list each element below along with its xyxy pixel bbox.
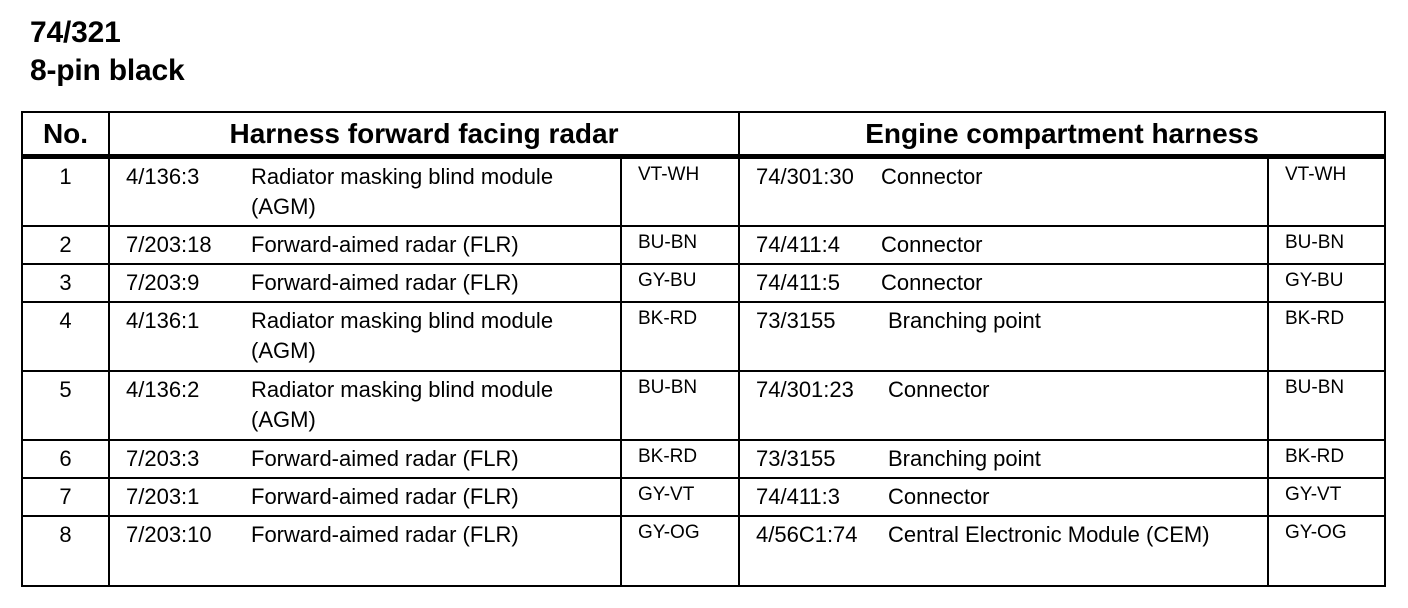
pin-number-text: 2 bbox=[59, 231, 72, 257]
left-wire-color-text: BK-RD bbox=[638, 307, 698, 329]
left-connector-ref bbox=[109, 264, 251, 302]
right-connector-ref bbox=[739, 226, 881, 264]
right-wire-color-text: GY-BU bbox=[1285, 269, 1344, 291]
left-component-desc-text: Radiator masking blind module (AGM) bbox=[251, 307, 554, 363]
pin-number bbox=[22, 157, 109, 226]
left-connector-ref bbox=[109, 478, 251, 516]
left-wire-color-text: GY-OG bbox=[638, 521, 700, 543]
right-wire-color bbox=[1268, 226, 1385, 264]
right-component-desc bbox=[881, 440, 1268, 478]
left-connector-ref bbox=[109, 302, 251, 371]
left-connector-ref-text: 7/203:1 bbox=[126, 483, 200, 509]
right-wire-color-text: GY-OG bbox=[1285, 521, 1347, 543]
left-component-desc-text: Radiator masking blind module (AGM) bbox=[251, 164, 554, 219]
left-wire-color-text: VT-WH bbox=[638, 164, 700, 185]
left-component-desc-text: Forward-aimed radar (FLR) bbox=[251, 269, 519, 295]
left-component-desc bbox=[251, 516, 621, 586]
left-connector-ref-text: 7/203:10 bbox=[126, 521, 212, 547]
right-connector-ref-text: 74/411:5 bbox=[756, 269, 841, 295]
right-connector-ref bbox=[739, 371, 881, 440]
right-component-desc-text: Central Electronic Module (CEM) bbox=[888, 521, 1210, 547]
table-row bbox=[22, 478, 1385, 516]
header-no: No. bbox=[22, 112, 109, 157]
right-component-desc-text: Branching point bbox=[888, 445, 1041, 471]
pin-number-text: 5 bbox=[59, 376, 72, 402]
pin-number bbox=[22, 371, 109, 440]
right-component-desc bbox=[881, 371, 1268, 440]
left-component-desc-text: Forward-aimed radar (FLR) bbox=[251, 483, 519, 509]
header-harness-forward-radar: Harness forward facing radar bbox=[109, 112, 739, 157]
pin-number-text: 6 bbox=[59, 445, 72, 471]
right-connector-ref bbox=[739, 264, 881, 302]
table-row bbox=[22, 226, 1385, 264]
left-component-desc-text: Forward-aimed radar (FLR) bbox=[251, 445, 519, 471]
right-component-desc bbox=[881, 264, 1268, 302]
left-connector-ref bbox=[109, 440, 251, 478]
pin-number-text: 1 bbox=[59, 164, 72, 189]
left-component-desc bbox=[251, 264, 621, 302]
left-connector-ref-text: 7/203:18 bbox=[126, 231, 212, 257]
left-wire-color bbox=[621, 516, 739, 586]
left-connector-ref bbox=[109, 516, 251, 586]
right-connector-ref-text: 74/411:3 bbox=[756, 483, 841, 509]
left-wire-color-text: GY-VT bbox=[638, 483, 695, 505]
left-connector-ref bbox=[109, 226, 251, 264]
right-connector-ref-text: 74/301:23 bbox=[756, 376, 854, 402]
left-component-desc bbox=[251, 157, 621, 226]
right-wire-color bbox=[1268, 302, 1385, 371]
pin-table bbox=[21, 111, 1386, 587]
pin-number bbox=[22, 226, 109, 264]
table-row bbox=[22, 302, 1385, 371]
right-component-desc-text: Connector bbox=[888, 483, 990, 509]
left-connector-ref bbox=[109, 157, 251, 226]
pin-number-text: 3 bbox=[59, 269, 72, 295]
left-wire-color bbox=[621, 302, 739, 371]
right-wire-color-text: GY-VT bbox=[1285, 483, 1342, 505]
pin-number bbox=[22, 440, 109, 478]
left-connector-ref-text: 7/203:9 bbox=[126, 269, 200, 295]
left-connector-ref-text: 4/136:3 bbox=[126, 164, 200, 189]
right-connector-ref bbox=[739, 302, 881, 371]
pin-number bbox=[22, 302, 109, 371]
right-component-desc bbox=[881, 226, 1268, 264]
left-connector-ref-text: 7/203:3 bbox=[126, 445, 200, 471]
left-component-desc bbox=[251, 302, 621, 371]
left-wire-color-text: BK-RD bbox=[638, 445, 698, 467]
left-wire-color bbox=[621, 264, 739, 302]
pin-number bbox=[22, 516, 109, 586]
left-component-desc bbox=[251, 478, 621, 516]
right-connector-ref bbox=[739, 157, 881, 226]
page-heading bbox=[30, 14, 185, 90]
left-wire-color-text: BU-BN bbox=[638, 376, 698, 398]
table-row bbox=[22, 516, 1385, 586]
right-component-desc bbox=[881, 302, 1268, 371]
right-connector-ref bbox=[739, 478, 881, 516]
left-component-desc bbox=[251, 371, 621, 440]
left-connector-ref-text: 4/136:2 bbox=[126, 376, 200, 402]
pin-number bbox=[22, 264, 109, 302]
right-connector-ref bbox=[739, 516, 881, 586]
left-component-desc-text: Forward-aimed radar (FLR) bbox=[251, 521, 519, 547]
right-connector-ref-text: 74/301:30 bbox=[756, 164, 854, 189]
right-connector-ref bbox=[739, 440, 881, 478]
left-wire-color bbox=[621, 371, 739, 440]
right-wire-color bbox=[1268, 264, 1385, 302]
right-wire-color bbox=[1268, 478, 1385, 516]
left-component-desc-text: Forward-aimed radar (FLR) bbox=[251, 231, 519, 257]
left-connector-ref bbox=[109, 371, 251, 440]
left-wire-color bbox=[621, 157, 739, 226]
pin-number bbox=[22, 478, 109, 516]
left-component-desc bbox=[251, 226, 621, 264]
pin-number-text: 4 bbox=[59, 307, 72, 333]
right-wire-color-text: VT-WH bbox=[1285, 164, 1347, 185]
right-component-desc bbox=[881, 516, 1268, 586]
table-row bbox=[22, 264, 1385, 302]
left-connector-ref-text: 4/136:1 bbox=[126, 307, 200, 333]
left-component-desc-text: Radiator masking blind module (AGM) bbox=[251, 376, 554, 432]
pin-number-text: 8 bbox=[59, 521, 72, 547]
right-component-desc-text: Connector bbox=[881, 231, 983, 257]
right-wire-color-text: BK-RD bbox=[1285, 445, 1345, 467]
right-component-desc bbox=[881, 478, 1268, 516]
right-connector-ref-text: 4/56C1:74 bbox=[756, 521, 858, 547]
right-component-desc-text: Connector bbox=[888, 376, 990, 402]
connector-id: 74/321 bbox=[30, 16, 121, 49]
table-row bbox=[22, 371, 1385, 440]
right-component-desc bbox=[881, 157, 1268, 226]
right-component-desc-text: Connector bbox=[881, 269, 983, 295]
right-wire-color bbox=[1268, 440, 1385, 478]
right-connector-ref-text: 73/3155 bbox=[756, 307, 836, 333]
header-engine-compartment-harness: Engine compartment harness bbox=[739, 112, 1385, 157]
table-row bbox=[22, 440, 1385, 478]
right-wire-color bbox=[1268, 157, 1385, 226]
right-wire-color-text: BU-BN bbox=[1285, 376, 1345, 398]
left-wire-color bbox=[621, 226, 739, 264]
table-row bbox=[22, 157, 1385, 226]
connector-description: 8-pin black bbox=[30, 54, 185, 87]
pin-rows bbox=[22, 157, 1385, 586]
right-component-desc-text: Branching point bbox=[888, 307, 1041, 333]
left-wire-color-text: BU-BN bbox=[638, 231, 698, 253]
table-header-row bbox=[22, 112, 1385, 157]
right-wire-color bbox=[1268, 371, 1385, 440]
right-wire-color-text: BK-RD bbox=[1285, 307, 1345, 329]
right-connector-ref-text: 73/3155 bbox=[756, 445, 836, 471]
right-connector-ref-text: 74/411:4 bbox=[756, 231, 841, 257]
right-wire-color-text: BU-BN bbox=[1285, 231, 1345, 253]
left-wire-color-text: GY-BU bbox=[638, 269, 697, 291]
left-wire-color bbox=[621, 478, 739, 516]
right-wire-color bbox=[1268, 516, 1385, 586]
left-component-desc bbox=[251, 440, 621, 478]
right-component-desc-text: Connector bbox=[881, 164, 983, 189]
pin-number-text: 7 bbox=[59, 483, 72, 509]
left-wire-color bbox=[621, 440, 739, 478]
